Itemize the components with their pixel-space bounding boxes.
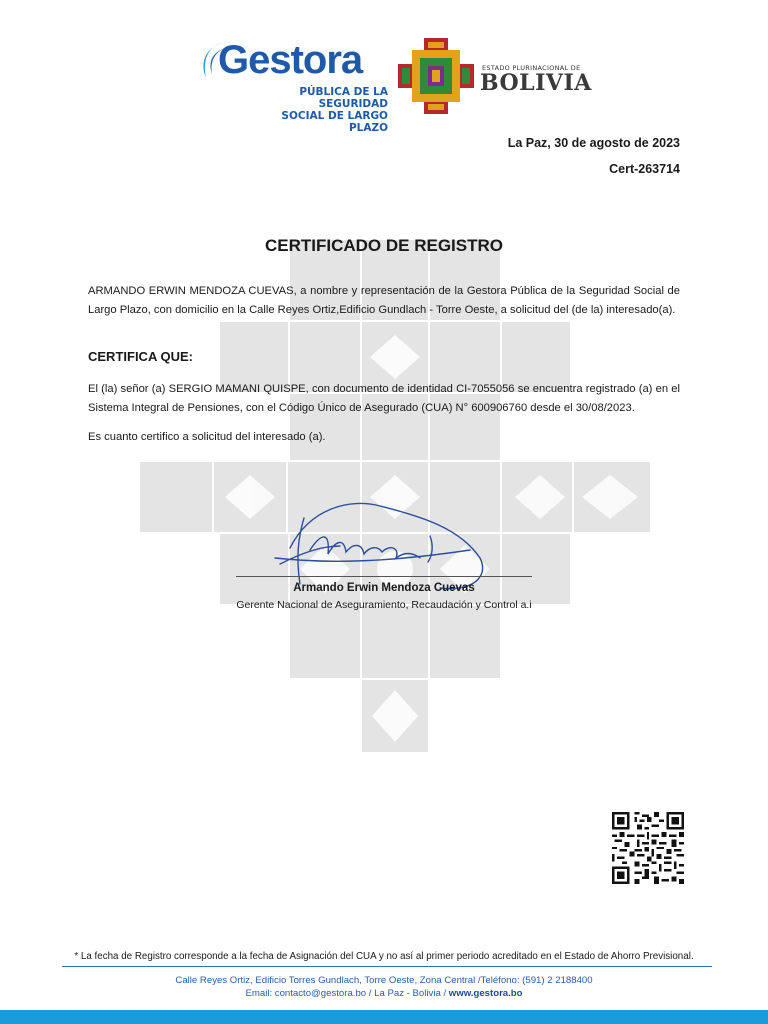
footer-email: Email: contacto@gestora.bo / La Paz - Bolivia /: [245, 988, 449, 999]
footer-website-link[interactable]: www.gestora.bo: [448, 988, 523, 999]
footer-color-bar: [0, 1010, 768, 1024]
state-name: BOLIVIA: [480, 70, 592, 96]
qr-code-icon: [612, 812, 684, 884]
gestora-logo: [198, 34, 388, 134]
gestora-subtitle-line2: SOCIAL DE LARGO PLAZO: [281, 110, 388, 134]
signature-line: [236, 576, 532, 577]
gestora-subtitle: [252, 86, 388, 134]
issue-date: La Paz, 30 de agosto de 2023: [507, 136, 680, 150]
intro-paragraph: ARMANDO ERWIN MENDOZA CUEVAS, a nombre y representación de la Gestora Pública de la Seguridad Social de Largo Plazo, con domicilio en la Calle Reyes Ortiz,Edificio Gundlach - Torre Oeste, a solicitud del (de la) interesado(a).: [88, 285, 680, 316]
registration-paragraph: El (la) señor (a) SERGIO MAMANI QUISPE, con documento de identidad CI-7055056 se encuentra registrado (a) en el Sistema Integral de Pensiones, con el Código Único de Asegurado (CUA) N° 600906760 desde el 30/08/2023.: [88, 383, 680, 414]
document-title: CERTIFICADO DE REGISTRO: [264, 236, 503, 255]
certifica-heading: CERTIFICA QUE:: [88, 349, 193, 364]
bolivia-emblem-icon: [398, 38, 474, 114]
closing-paragraph: Es cuanto certifico a solicitud del interesado (a).: [88, 431, 326, 443]
signer-name: Armando Erwin Mendoza Cuevas: [293, 582, 475, 594]
footer-divider: [62, 966, 712, 967]
gestora-wordmark: Gestora: [218, 38, 363, 82]
signer-role: Gerente Nacional de Aseguramiento, Recaudación y Control a.i: [236, 599, 532, 611]
gestora-subtitle-line1: PÚBLICA DE LA SEGURIDAD: [299, 86, 388, 110]
state-label: ESTADO PLURINACIONAL DE: [482, 64, 581, 72]
certificate-number: Cert-263714: [609, 162, 680, 176]
registration-footnote: * La fecha de Registro corresponde a la fecha de Asignación del CUA y no así al primer periodo acreditado en el Estado de Ahorro Previsional.: [74, 951, 694, 962]
footer-contact: [0, 988, 768, 999]
footer-address: Calle Reyes Ortiz, Edificio Torres Gundlach, Torre Oeste, Zona Central /Teléfono: (591) 2 2188400: [175, 975, 593, 986]
